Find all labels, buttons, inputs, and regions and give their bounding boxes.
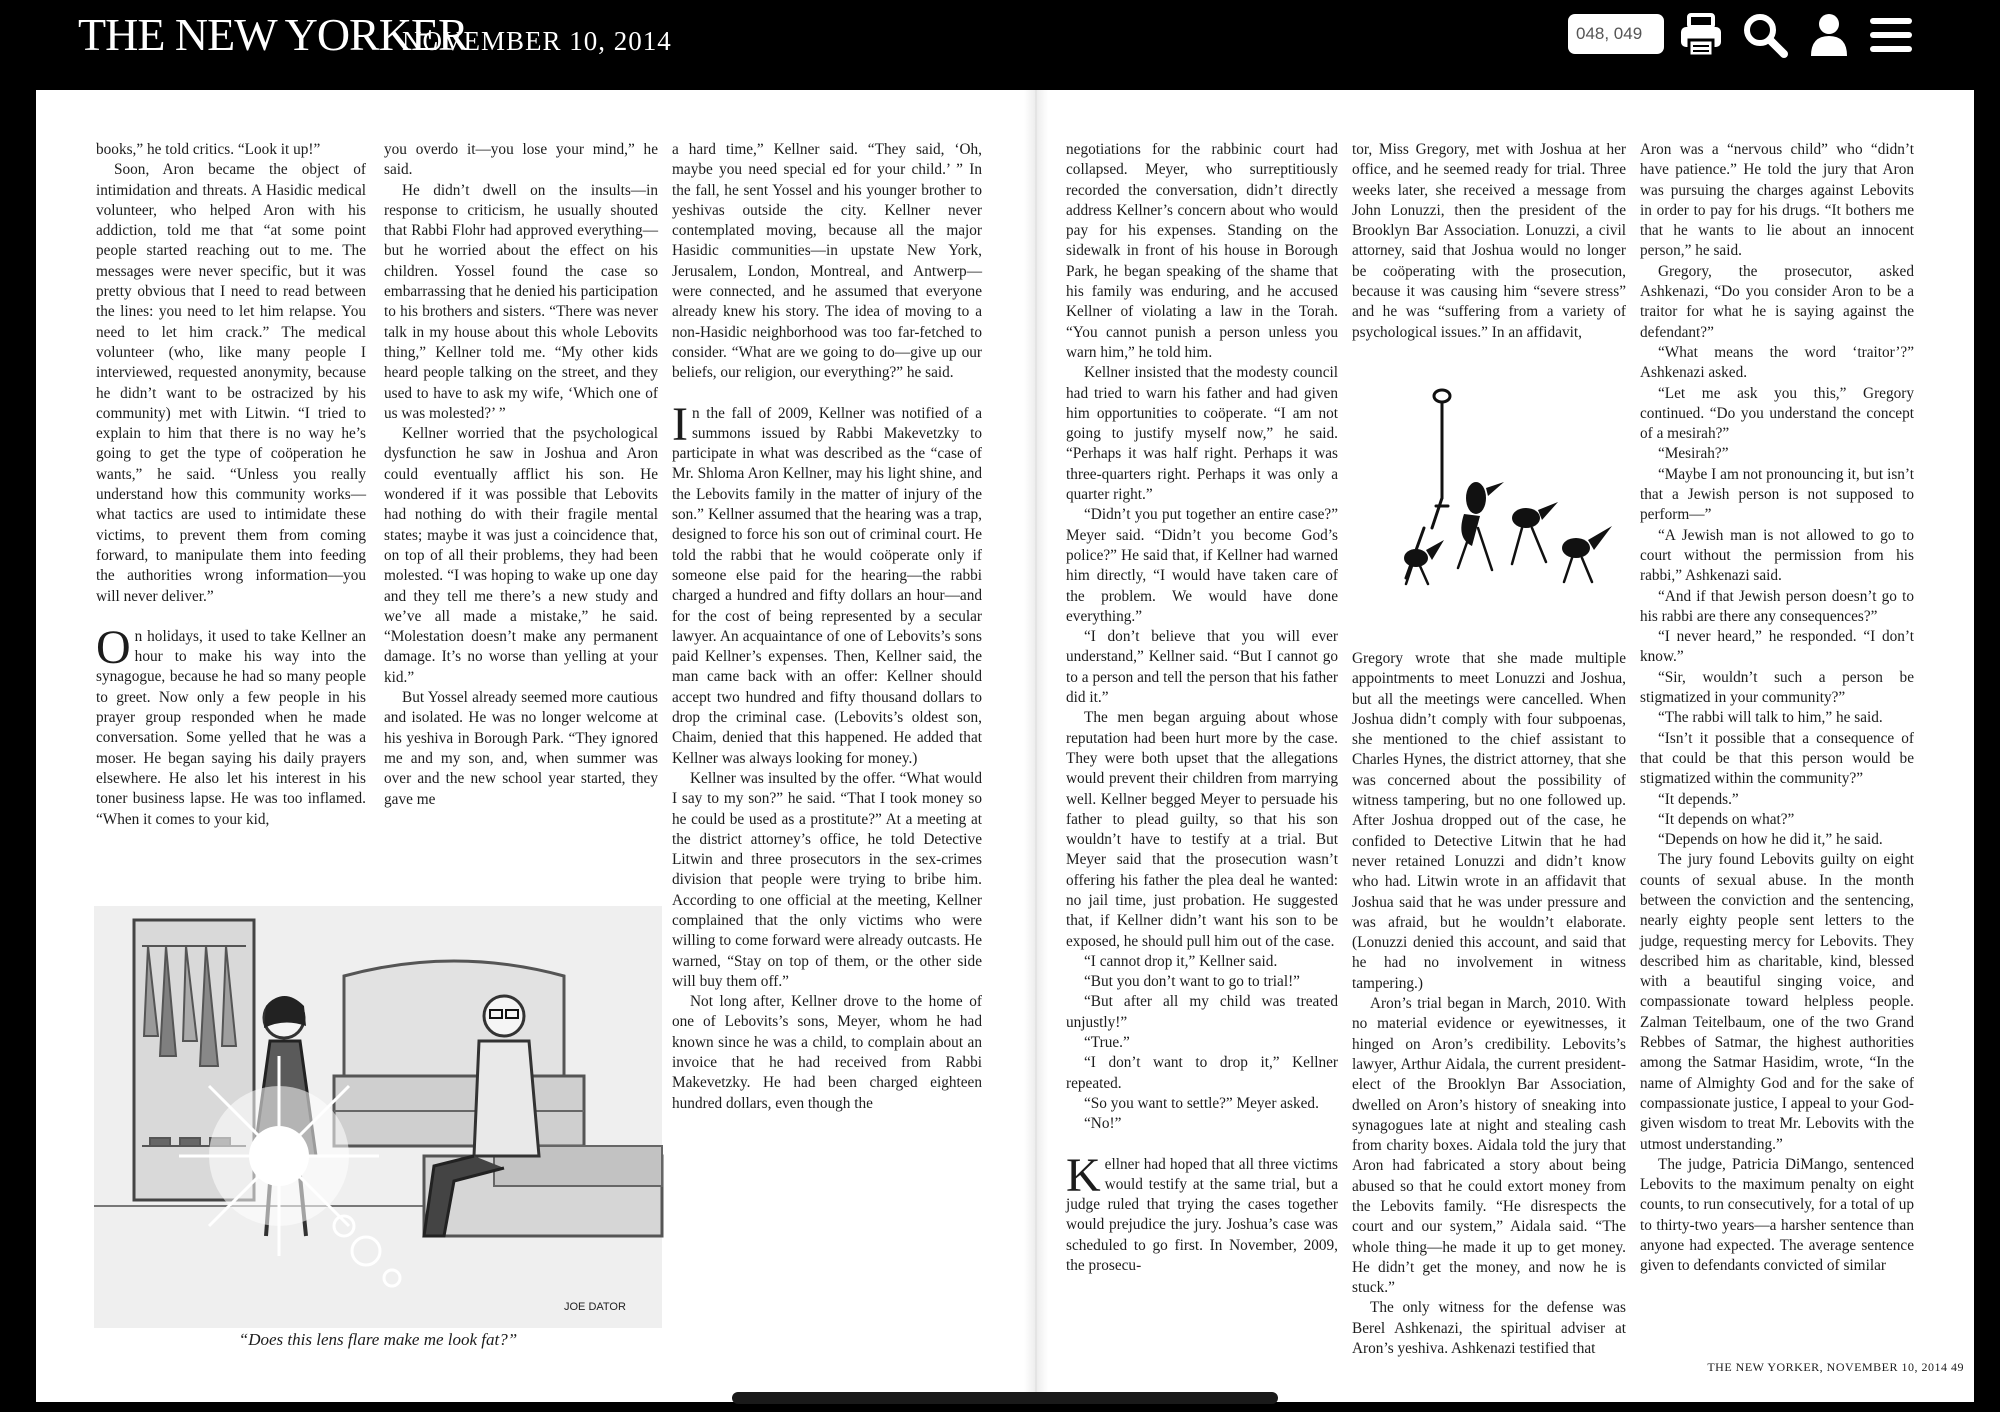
paragraph: books,” he told critics. “Look it up!” [96,141,321,158]
account-icon [1804,10,1854,60]
reader-toolbar [0,0,2000,90]
paragraph: Kellner worried that the psychological dysfunction he saw in Joshua and Aron could eventually afflict his son. He wondered if it was possible that Lebovits had nothing do with their fragile mental states; maybe it was just a coincidence that, on top of all their problems, they had been molested. “I was hoping to wake up one day and they tell me there’s a new study and we’ve all made a mistake,” he said. “Molestation doesn’t make any permanent damage. It’s no worse than yelling at your kid.” [384,425,658,686]
paragraph: The only witness for the defense was Berel Ashkenazi, the spiritual adviser at Aron’s yeshiva. Ashkenazi testified that [1352,1299,1626,1358]
paragraph: Gregory, the prosecutor, asked Ashkenazi, “Do you consider Aron to be a traitor for what he is saying against the defendant?” [1640,262,1914,341]
page-number-input[interactable] [1568,14,1664,54]
paragraph: “It depends.” [1658,790,1739,808]
paragraph: “But you don’t want to go to trial!” [1084,973,1300,991]
magazine-spread [36,90,1974,1402]
paragraph: you overdo it—you lose your mind,” he said. [384,141,658,179]
paragraph: tor, Miss Gregory, met with Joshua at her office, and he seemed ready for trial. Three weeks later, she received a message from John Lonuzzi, then the president of the Brooklyn Bar Association. Lonuzzi, a civil attorney, said that Joshua would no longer be coöperating with the prosecution, because it was causing him “severe stress” and he was “suffering from a variety of psychological issues.” In an affidavit, [1352,141,1626,341]
print-button[interactable] [1676,10,1726,60]
section-start-paragraph: Kellner had hoped that all three victims would testify at the same trial, but a judge ruled that trying the cases together would prejudice the jury. Joshua’s case was scheduled to go first. In November, 2009, the prosecu- [1066,1148,1338,1275]
cartoon-drawing [94,906,662,1328]
paragraph: “Depends on how he did it,” he said. [1658,831,1883,849]
article-column-5 [1352,140,1626,1358]
paragraph: “I never heard,” he responded. “I don’t know.” [1640,628,1914,666]
paragraph: “Maybe I am not pronouncing it, but isn’t that a Jewish person is not supposed to perform—” [1640,465,1914,524]
article-column-2 [384,140,658,808]
paragraph: “It depends on what?” [1658,810,1795,828]
scroll-indicator[interactable] [732,1392,1278,1404]
paragraph: “But after all my child was treated unjustly!” [1066,993,1338,1031]
paragraph: “Sir, wouldn’t such a person be stigmatized in your community?” [1640,668,1914,707]
section-start-paragraph: On holidays, it used to take Kellner an hour to make his way into the synagogue, because he had so many people to greet. Now only a few people in his prayer group responded when he made conversation. Some yelled that he was a moser. He began saying his daily prayers elsewhere. He also let his interest in his toner business lapse. He was too inflamed. “When it comes to your kid, [96,620,366,828]
paragraph: “And if that Jewish person doesn’t go to his rabbi are there any consequences?” [1640,587,1914,625]
paragraph: “I cannot drop it,” Kellner said. [1084,952,1278,970]
spot-drawing [1386,378,1622,666]
article-column-3 [672,140,982,1306]
spot-illustration [1386,378,1622,666]
issue-date: NOVEMBER 10, 2014 [402,26,672,56]
paragraph: “The rabbi will talk to him,” he said. [1658,709,1883,727]
drop-cap: O [96,620,131,674]
article-column-6 [1640,140,1914,1306]
search-button[interactable] [1740,10,1790,60]
paragraph: But Yossel already seemed more cautious and isolated. He was no longer welcome at his yeshiva in Borough Park. “They ignored me and my son, and, when summer was over and the new school year started, they gave me [384,689,658,808]
print-icon [1676,10,1726,60]
paragraph: Gregory wrote that she made multiple appointments to meet Lonuzzi and Joshua, but all the meetings were cancelled. When Joshua didn’t comply with four subpoenas, she mentioned to the chief assistant to Charles Hynes, the district attorney, that she was concerned about the possibility of witness tampering, but no one followed up. After Joshua dropped out of the case, he confided to Detective Litwin that he had never retained Lonuzzi and didn’t know who had. Litwin wrote in an affidavit that Joshua said that he was under pressure and was afraid, but he wouldn’t elaborate. (Lonuzzi denied this account, and said that he had no involvement in witness tampering.) [1352,649,1626,992]
paragraph: “I don’t believe that you will ever understand,” Kellner said. “But I cannot go to a person and tell the person that his father did it.” [1066,628,1338,707]
paragraph: Soon, Aron became the object of intimidation and threats. A Hasidic medical volunteer, who helped Aron with his addiction, told me that “at some point people started reaching out to me. The messages were never specific, but it was pretty obvious that I need to read between the lines: you need to let him relapse. You need to let him crack.” The medical volunteer (who, like many people I interviewed, requested anonymity, because he didn’t want to be ostracized by his community) met with Litwin. “I tried to explain to him that there is no way he’s going to get the type of coöperation he wants,” he said. “Unless you really understand how this community works—what tactics are used to intimidate these victims, to prevent them from coming forward, to manipulate them into feeding the authorities wrong information—you will never deliver.” [96,161,366,605]
paragraph: “Let me ask you this,” Gregory continued. “Do you understand the concept of a mesirah?” [1640,384,1914,443]
drop-cap: I [672,397,688,451]
paragraph: “So you want to settle?” Meyer asked. [1084,1094,1319,1112]
hamburger-menu-icon [1866,10,1916,60]
paragraph: “True.” [1084,1034,1130,1052]
paragraph: “A Jewish man is not allowed to go to court without the permission from his rabbi,” Ashkenazi said. [1640,526,1914,585]
account-button[interactable] [1804,10,1854,60]
paragraph: “Didn’t you put together an entire case?” Meyer said. “Didn’t you become God’s police?” He said that, if Kellner had warned him directly, “I would have taken care of the problem. We would have done everything.” [1066,506,1338,625]
cartoon-illustration [94,906,662,1328]
paragraph: “What means the word ‘traitor’?” Ashkenazi asked. [1640,343,1914,382]
paragraph: He didn’t dwell on the insults—in response to criticism, he usually shouted that Rabbi Flohr had approved everything—but he worried about the effect on his children. Yossel found the case so embarrassing that he denied his participation to his brothers and sisters. “There was never talk in my house about this whole Lebovits thing,” Kellner told me. “My other kids heard people talking on the street, and they used to have to ask my wife, ‘Which one of us was molested?’ ” [384,181,658,422]
paragraph: negotiations for the rabbinic court had collapsed. Meyer, who surreptitiously recorded the conversation, didn’t directly address Kellner’s concern about who would pay for his expenses. Standing on the sidewalk in front of his house in Borough Park, he began speaking of the shame that his family was enduring, and he accused Kellner of violating a law in the Torah. “You cannot punish a person unless you warn him,” he told him. [1066,141,1338,361]
cartoon-caption: “Does this lens flare make me look fat?” [238,1330,518,1349]
paragraph: Aron was a “nervous child” who “didn’t have patience.” He told the jury that Aron was pursuing the charges against Lebovits in order to pay for his drugs. “It bothers me that he wants to lie about an innocent person,” he said. [1640,141,1914,260]
paragraph: “Mesirah?” [1658,445,1729,463]
paragraph: Kellner insisted that the modesty council had tried to warn his father and had given him opportunities to coöperate. “I am not going to justify myself now,” he said. “Perhaps it was half right. Perhaps it was three-quarters right. Perhaps it was only a quarter right.” [1066,364,1338,504]
page-gutter [1024,90,1048,1402]
paragraph: Aron’s trial began in March, 2010. With no material evidence or eyewitnesses, it hinged on Aron’s credibility. Lebovits’s lawyer, Arthur Aidala, the current president-elect of the Brooklyn Bar Association, dwelled on Aron’s history of sneaking into synagogues late at night and stealing cash from charity boxes. Aidala told the jury that Aron had fabricated a story about being abused so that he could extort money from the Lebovits family. “He disrespects the court and our system,” Aidala said. “The whole thing—he made it up to get money. He didn’t get the money, and now he is stuck.” [1352,995,1626,1297]
section-start-paragraph: In the fall of 2009, Kellner was notified of a summons issued by Rabbi Makevetzky to participate in what was described as the “case of Mr. Shloma Aron Kellner, may his light shine, and the Lebovits family in the matter of injury of the son.” Kellner assumed that the hearing was a trap, designed to force his son out of criminal court. He told the rabbi that he would coöperate only if someone else paid for the hearing—the rabbi charged a hundred and fifty dollars an hour—and for the cost of being represented by a secular lawyer. An acquaintance of one of Lebovits’s sons paid Kellner’s expenses. Then, Kellner said, the man came back with an offer: Kellner should accept two hundred and fifty thousand dollars to drop the criminal case. (Lebovits’s oldest son, Chaim, denied that this happened. He added that Kellner was always looking for money.) [672,397,982,767]
paragraph: Kellner was insulted by the offer. “What would I say to my son?” he said. “That I took money so he could be used as a prostitute?” At a meeting at the district attorney’s office, he told Detective Litwin and three prosecutors in the sex-crimes division that people were trying to bribe him. According to one official at the meeting, Kellner complained that the only victims who were willing to come forward were already outcasts. He warned, “Stay on top of them, or the other side will buy them off.” [672,769,982,990]
article-column-4 [1066,140,1338,1306]
paragraph: a hard time,” Kellner said. “They said, ‘Oh, maybe you need special ed for your child.’ ” In the fall, he sent Yossel and his younger brother to yeshivas outside the city. Kellner never contemplated moving, because all the major Hasidic communities—in upstate New York, Jerusalem, London, Montreal, and Antwerp—were connected, and he assumed that everyone already knew his story. The idea of moving to a non-Hasidic neighborhood was too far-fetched to consider. “What are we going to do—give up our beliefs, our religion, our everything?” he said. [672,141,982,382]
drop-cap: K [1066,1148,1101,1202]
paragraph: “Isn’t it possible that a consequence of that could be that this person would be stigmatized within the community?” [1640,729,1914,788]
paragraph: The jury found Lebovits guilty on eight counts of sexual abuse. In the month between the conviction and the sentencing, nearly eighty people sent letters to the judge, requesting mercy for Lebovits. They described him as charitable, kind, blessed with a beautiful singing voice, and compassionate toward helpless people. Zalman Teitelbaum, one of the two Grand Rebbes of Satmar, the highest authorities among the Satmar Hasidim, wrote, “In the name of Almighty God and for the sake of compassionate justice, I appeal to your God-given wisdom to treat Mr. Lebovits with the utmost understanding.” [1640,851,1914,1153]
paragraph: The judge, Patricia DiMango, sentenced Lebovits to the maximum penalty on eight counts, to run consecutively, for a total of up to thirty-two years—a harsher sentence than anyone had expected. The average sentence given to defendants convicted of similar [1640,1155,1914,1275]
paragraph: “I don’t want to drop it,” Kellner repeated. [1066,1054,1338,1092]
paragraph: The men began arguing about whose reputation had been hurt more by the case. They were both upset that the allegations would prevent their children from marrying well. Kellner begged Meyer to persuade his father to plead guilty, so that his son wouldn’t have to testify at a trial. But Meyer said that the prosecution wasn’t offering his father the plea deal he wanted: no jail time, just probation. He suggested that, if Kellner didn’t want his son to be exposed, he should pull him out of the case. [1066,709,1338,950]
article-column-1 [96,140,366,828]
paragraph: Not long after, Kellner drove to the home of one of Lebovits’s sons, Meyer, whom he had known since he was a child, to complain about an invoice that he had received from Rabbi Makevetzky. He had been charged eighteen hundred dollars, even though the [672,993,982,1112]
search-icon [1740,10,1790,60]
menu-button[interactable] [1866,10,1916,60]
cartoonist-signature: JOE DATOR [564,1301,626,1313]
paragraph: “No!” [1084,1115,1122,1133]
page-folio: THE NEW YORKER, NOVEMBER 10, 2014 49 [1707,1360,1964,1374]
masthead-logo[interactable]: THE NEW YORKER [78,9,468,60]
